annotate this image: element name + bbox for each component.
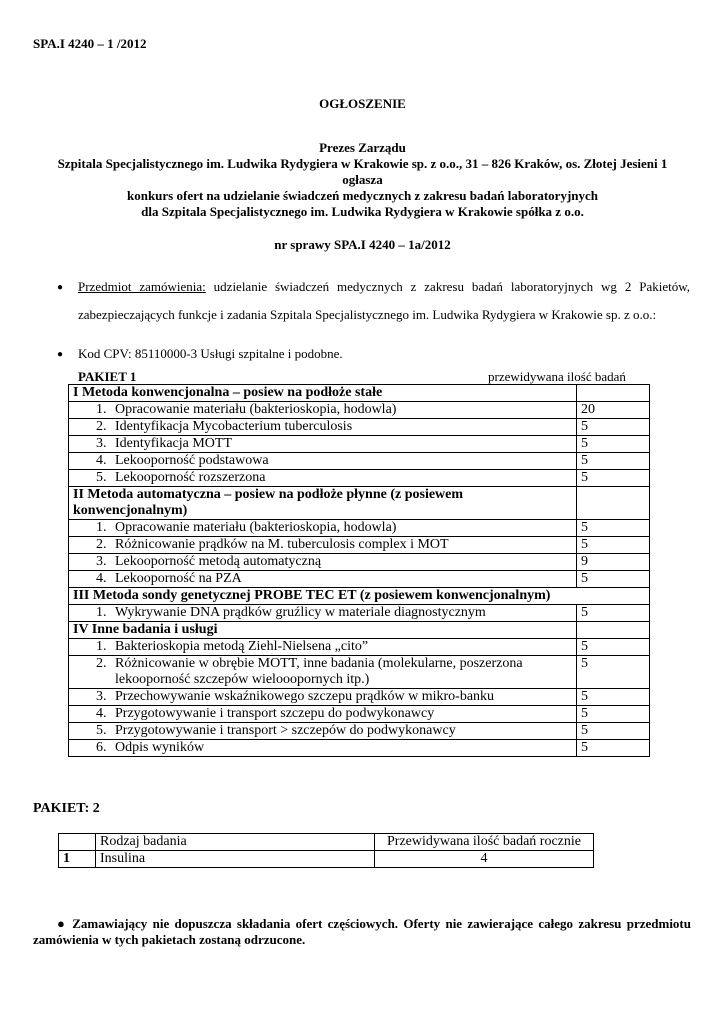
test-qty: 4 xyxy=(375,851,594,868)
bullet-icon: ● xyxy=(57,282,64,293)
item-number: 5. xyxy=(96,723,107,738)
table-row xyxy=(69,605,650,622)
item-number: 5. xyxy=(96,470,107,485)
item-cell xyxy=(69,453,577,470)
package2-label: PAKIET: 2 xyxy=(33,801,100,816)
section-qty-cell xyxy=(577,487,650,520)
section-title: III Metoda sondy genetycznej PROBE TEC ET (z posiewem konwencjonalnym) xyxy=(69,588,650,605)
item-cell xyxy=(69,554,577,571)
item-name: Bakterioskopia metodą Ziehl-Nielsena „cito” xyxy=(115,639,369,654)
header-cell-number xyxy=(59,834,96,851)
table-row xyxy=(69,402,650,419)
header-cell-annual-qty: Przewidywana ilość badań rocznie xyxy=(375,834,594,851)
section-title: IV Inne badania i usługi xyxy=(69,622,577,639)
subject-paragraph xyxy=(78,273,690,329)
item-number: 1. xyxy=(96,639,107,654)
table-row xyxy=(69,520,650,537)
item-qty: 5 xyxy=(577,571,650,588)
item-qty: 5 xyxy=(577,436,650,453)
subject-line-1: konkurs ofert na udzielanie świadczeń medycznych z zakresu badań laboratoryjnych xyxy=(126,188,598,203)
subject-text: udzielanie świadczeń medycznych z zakresu badań laboratoryjnych wg 2 Pakietów, zabezpieczających funkcje i zadania Szpitala Specjalistycznego im. Ludwika Rydygiera w Krakowie sp. z o.o.: xyxy=(78,279,691,322)
issuer-line-2: Szpitala Specjalistycznego im. Ludwika Rydygiera w Krakowie sp. z o.o., 31 – 826 Kraków, os. Złotej Jesieni 1 xyxy=(57,156,668,171)
table-row xyxy=(69,656,650,689)
bullet-icon: ● xyxy=(57,349,64,360)
item-qty: 5 xyxy=(577,605,650,622)
announces-line: ogłasza xyxy=(342,172,383,187)
item-name: Lekooporność podstawowa xyxy=(115,453,269,468)
item-name: Różnicowanie w obrębie MOTT, inne badania (molekularne, poszerzona lekooporność szczepów wielooopornych itp.) xyxy=(115,656,523,687)
item-number: 2. xyxy=(96,419,107,434)
item-name: Opracowanie materiału (bakterioskopia, hodowla) xyxy=(115,520,397,535)
package1-table xyxy=(68,384,650,757)
item-cell xyxy=(69,689,577,706)
section-row xyxy=(69,385,650,402)
item-qty: 5 xyxy=(577,470,650,487)
item-qty: 5 xyxy=(577,723,650,740)
item-cell xyxy=(69,419,577,436)
item-name: Odpis wyników xyxy=(115,740,205,755)
table-row xyxy=(69,639,650,656)
section-qty-cell xyxy=(577,385,650,402)
item-qty: 20 xyxy=(577,402,650,419)
final-note: ● Zamawiający nie dopuszcza składania ofert częściowych. Oferty nie zawierające całego zakresu przedmiotu zamówienia w tych pakietach zostaną odrzucone. xyxy=(33,916,691,947)
item-qty: 5 xyxy=(577,706,650,723)
subject-line-2: dla Szpitala Specjalistycznego im. Ludwika Rydygiera w Krakowie spółka z o.o. xyxy=(141,204,584,219)
table-row xyxy=(69,740,650,757)
item-number: 1. xyxy=(96,605,107,620)
item-cell xyxy=(69,723,577,740)
section-qty-cell xyxy=(577,622,650,639)
item-qty: 5 xyxy=(577,453,650,470)
row-number: 1 xyxy=(59,851,96,868)
issuer-line-1: Prezes Zarządu xyxy=(319,140,406,155)
package1-label: PAKIET 1 xyxy=(78,369,137,384)
item-number: 3. xyxy=(96,436,107,451)
item-qty: 5 xyxy=(577,656,650,689)
item-name: Identyfikacja MOTT xyxy=(115,436,233,451)
section-row xyxy=(69,588,650,605)
table-row xyxy=(69,706,650,723)
document-reference: SPA.I 4240 – 1 /2012 xyxy=(33,36,147,51)
case-number: nr sprawy SPA.I 4240 – 1a/2012 xyxy=(274,237,451,252)
table-row xyxy=(69,537,650,554)
test-name: Insulina xyxy=(96,851,375,868)
table-row xyxy=(69,419,650,436)
item-name: Lekooporność metodą automatyczną xyxy=(115,554,322,569)
item-cell xyxy=(69,436,577,453)
item-cell xyxy=(69,470,577,487)
item-cell xyxy=(69,571,577,588)
item-name: Przygotowywanie i transport szczepu do podwykonawcy xyxy=(115,706,435,721)
item-qty: 5 xyxy=(577,537,650,554)
item-qty: 5 xyxy=(577,740,650,757)
item-number: 3. xyxy=(96,554,107,569)
item-cell xyxy=(69,639,577,656)
section-row xyxy=(69,622,650,639)
section-title: II Metoda automatyczna – posiew na podłoże płynne (z posiewem konwencjonalnym) xyxy=(69,487,577,520)
item-number: 1. xyxy=(96,402,107,417)
page-title: OGŁOSZENIE xyxy=(319,96,406,111)
table-row xyxy=(69,470,650,487)
item-number: 4. xyxy=(96,706,107,721)
table-row xyxy=(69,689,650,706)
item-cell xyxy=(69,656,577,689)
section-title: I Metoda konwencjonalna – posiew na podłoże stałe xyxy=(69,385,577,402)
header-cell-test-type: Rodzaj badania xyxy=(96,834,375,851)
item-name: Opracowanie materiału (bakterioskopia, hodowla) xyxy=(115,402,397,417)
table-header-row xyxy=(59,834,594,851)
subject-label: Przedmiot zamówienia: xyxy=(78,279,206,294)
package1-qty-label: przewidywana ilość badań xyxy=(488,369,626,384)
item-qty: 9 xyxy=(577,554,650,571)
item-name: Różnicowanie prądków na M. tuberculosis complex i MOT xyxy=(115,537,449,552)
item-name: Przechowywanie wskaźnikowego szczepu prądków w mikro-banku xyxy=(115,689,495,704)
item-name: Przygotowywanie i transport > szczepów do podwykonawcy xyxy=(115,723,456,738)
item-number: 2. xyxy=(96,537,107,552)
package2-table xyxy=(58,833,594,868)
cpv-code: Kod CPV: 85110000-3 Usługi szpitalne i podobne. xyxy=(78,346,343,361)
item-name: Wykrywanie DNA prądków gruźlicy w materiale diagnostycznym xyxy=(115,605,486,620)
item-name: Lekooporność rozszerzona xyxy=(115,470,266,485)
item-number: 1. xyxy=(96,520,107,535)
table-row xyxy=(69,554,650,571)
item-cell xyxy=(69,605,577,622)
item-cell xyxy=(69,537,577,554)
table-row xyxy=(59,851,594,868)
item-number: 2. xyxy=(96,656,107,671)
item-name: Lekooporność na PZA xyxy=(115,571,242,586)
item-name: Identyfikacja Mycobacterium tuberculosis xyxy=(115,419,353,434)
item-cell xyxy=(69,740,577,757)
table-row xyxy=(69,571,650,588)
item-number: 4. xyxy=(96,453,107,468)
table-row xyxy=(69,436,650,453)
item-cell xyxy=(69,706,577,723)
table-row xyxy=(69,723,650,740)
item-qty: 5 xyxy=(577,520,650,537)
item-number: 3. xyxy=(96,689,107,704)
item-number: 6. xyxy=(96,740,107,755)
section-row xyxy=(69,487,650,520)
item-qty: 5 xyxy=(577,689,650,706)
item-cell xyxy=(69,402,577,419)
item-qty: 5 xyxy=(577,639,650,656)
table-row xyxy=(69,453,650,470)
item-qty: 5 xyxy=(577,419,650,436)
item-cell xyxy=(69,520,577,537)
item-number: 4. xyxy=(96,571,107,586)
